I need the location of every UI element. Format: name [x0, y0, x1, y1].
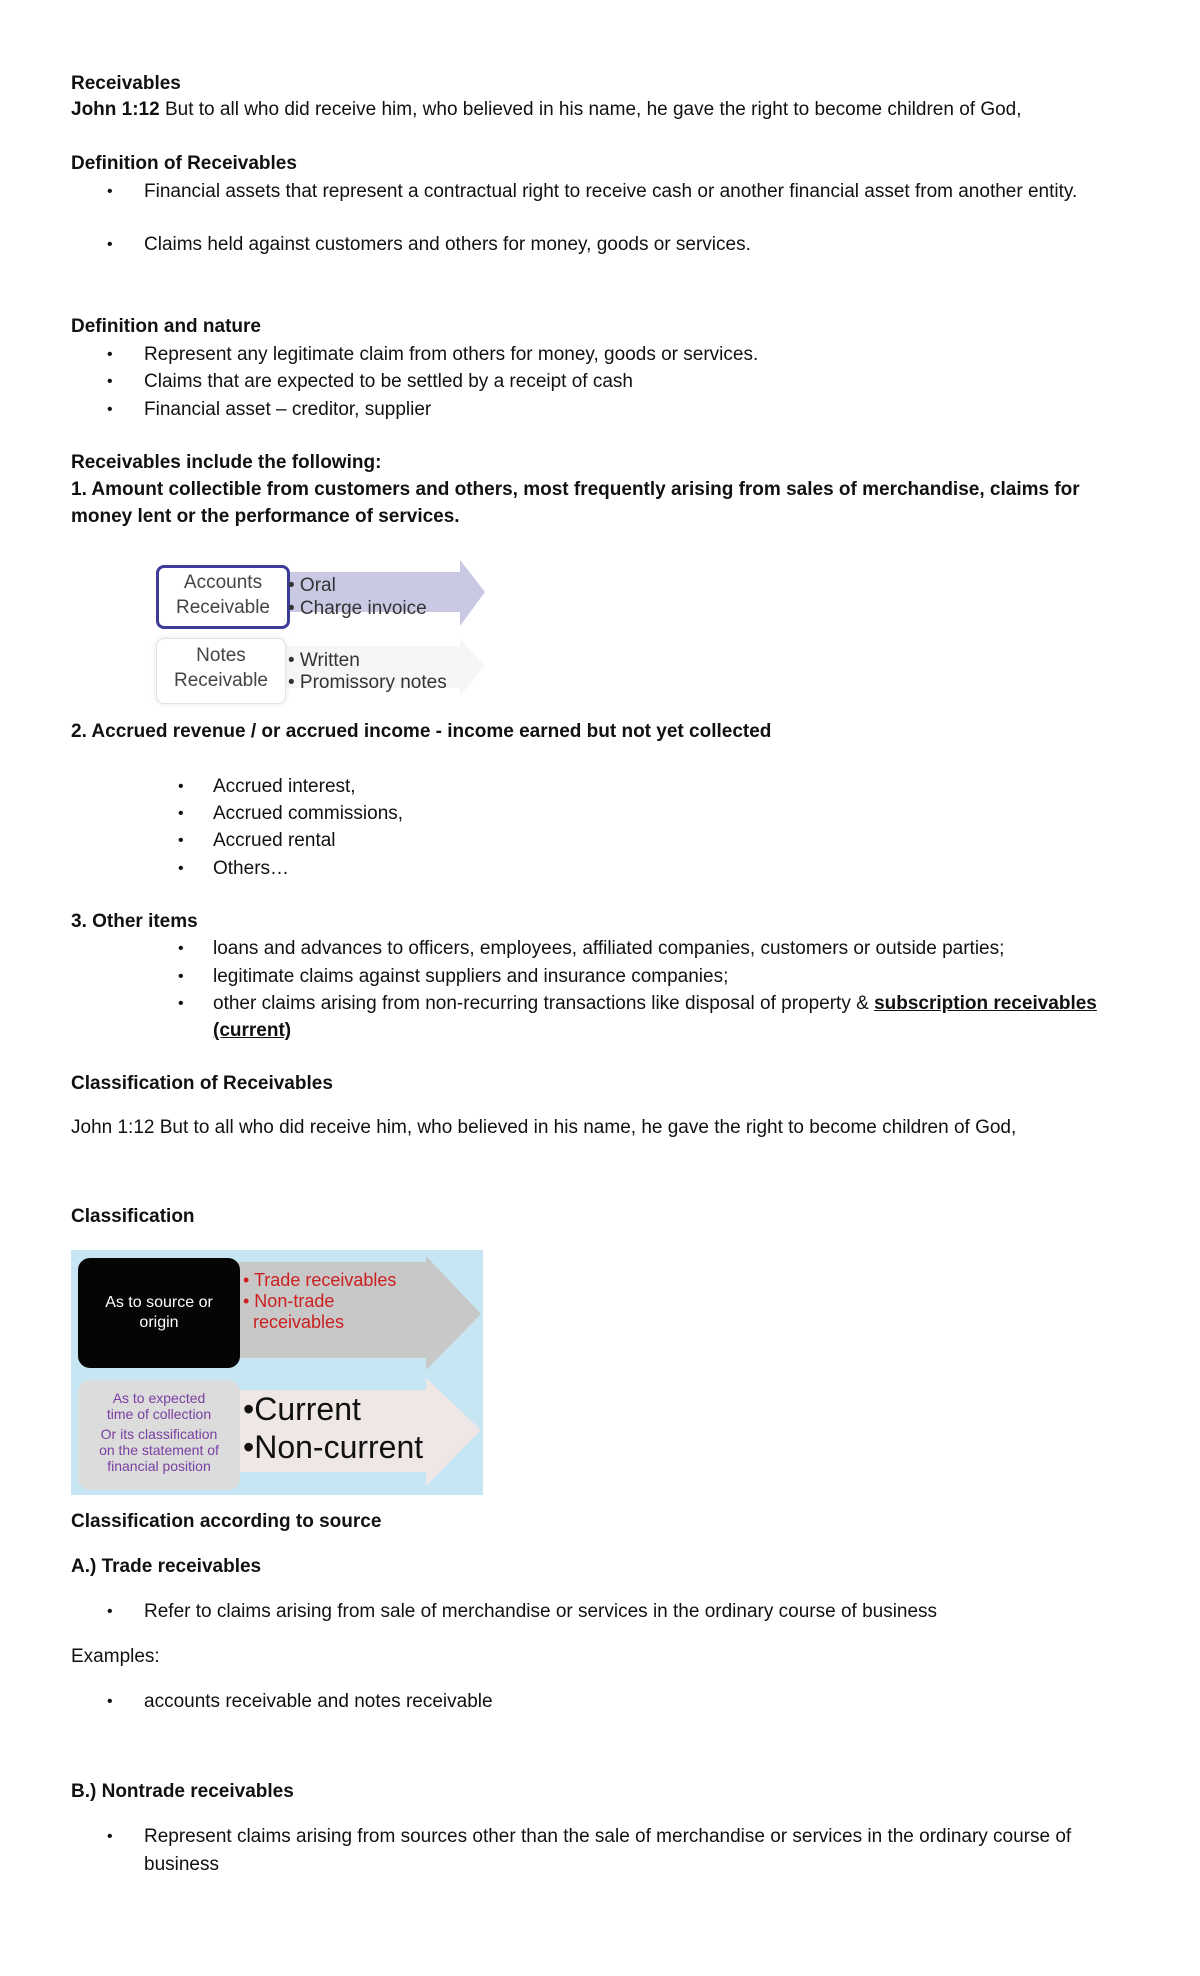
- box-label: time of collection: [106, 1406, 212, 1422]
- verse-ref: John 1:12: [71, 99, 160, 120]
- nature-heading: Definition and nature: [71, 316, 261, 337]
- list-item-text: Accrued rental: [213, 830, 336, 851]
- diagram-item: • Non-trade: [243, 1291, 335, 1311]
- classification-heading: Classification of Receivables: [71, 1073, 333, 1094]
- item1-line2: money lent or the performance of services.: [71, 506, 460, 527]
- box-label: on the statement of: [99, 1442, 219, 1458]
- box-label: financial position: [107, 1458, 211, 1474]
- bullet-icon: •: [107, 1603, 113, 1620]
- item3-heading: 3. Other items: [71, 911, 198, 932]
- item1-line1: 1. Amount collectible from customers and others, most frequently arising from sales of merchandise, claims for: [71, 479, 1080, 500]
- box-label: Or its classification: [100, 1426, 218, 1442]
- list-item-text: legitimate claims against suppliers and insurance companies;: [213, 966, 729, 987]
- bullet-icon: •: [178, 778, 184, 795]
- box-label: origin: [139, 1314, 179, 1331]
- box-label: Notes: [196, 645, 246, 666]
- nontrade-heading: B.) Nontrade receivables: [71, 1781, 294, 1802]
- list-item-text: Represent any legitimate claim from others for money, goods or services.: [144, 344, 759, 365]
- diagram-item: • Oral: [288, 575, 336, 596]
- bullet-icon: •: [107, 183, 113, 200]
- box-label: As to expected: [112, 1390, 206, 1406]
- verse-line: [71, 98, 1022, 122]
- list-item-continuation: [213, 1019, 291, 1043]
- diagram-item: receivables: [243, 1312, 345, 1332]
- source-heading: Classification according to source: [71, 1511, 382, 1532]
- accounts-receivable-box: [156, 565, 290, 629]
- bullet-icon: •: [178, 968, 184, 985]
- current-emphasis: (current): [213, 1020, 292, 1041]
- bullet-icon: •: [178, 805, 184, 822]
- bullet-icon: •: [178, 860, 184, 877]
- item2-heading: 2. Accrued revenue / or accrued income - income earned but not yet collected: [71, 721, 772, 742]
- box-label: As to source or: [105, 1294, 213, 1311]
- item-text: other claims arising from non-recurring transactions like disposal of property &: [213, 993, 875, 1014]
- definition-heading: Definition of Receivables: [71, 153, 297, 174]
- diagram-item: • Trade receivables: [243, 1270, 397, 1290]
- bullet-icon: •: [107, 1693, 113, 1710]
- receivables-diagram: [150, 560, 490, 710]
- verse-line-2: John 1:12 But to all who did receive him, who believed in his name, he gave the right to become children of God,: [71, 1117, 1017, 1138]
- bullet-icon: •: [178, 940, 184, 957]
- list-item-text: loans and advances to officers, employees, affiliated companies, customers or outside parties;: [213, 938, 1005, 959]
- diagram-item: •Current: [243, 1391, 361, 1427]
- box-label: Receivable: [176, 597, 270, 618]
- collection-time-box: [78, 1380, 240, 1490]
- examples-label: Examples:: [71, 1646, 160, 1667]
- list-item-text: Refer to claims arising from sale of merchandise or services in the ordinary course of business: [144, 1601, 938, 1622]
- classification-diagram: [71, 1250, 483, 1495]
- diagram-item: •Non-current: [243, 1429, 424, 1465]
- diagram-item: • Charge invoice: [288, 598, 427, 619]
- list-item-continuation: business: [144, 1854, 219, 1875]
- list-item-text: accounts receivable and notes receivable: [144, 1691, 493, 1712]
- list-item-text: Financial asset – creditor, supplier: [144, 399, 432, 420]
- list-item-text: Others…: [213, 858, 290, 879]
- trade-heading: A.) Trade receivables: [71, 1556, 262, 1577]
- list-item-text: Claims that are expected to be settled by a receipt of cash: [144, 371, 633, 392]
- bullet-icon: •: [107, 1828, 113, 1845]
- box-label: Receivable: [174, 670, 268, 691]
- bullet-icon: •: [107, 373, 113, 390]
- list-item-text: Accrued interest,: [213, 776, 356, 797]
- verse-text: But to all who did receive him, who believed in his name, he gave the right to become children of God,: [159, 99, 1022, 120]
- classification-label: Classification: [71, 1206, 195, 1227]
- list-item-text: Represent claims arising from sources other than the sale of merchandise or services in the ordinary course of: [144, 1826, 1072, 1847]
- subscription-receivables-emphasis: subscription receivables: [874, 993, 1097, 1014]
- bullet-icon: •: [107, 401, 113, 418]
- diagram-item: • Promissory notes: [288, 672, 447, 693]
- include-heading: Receivables include the following:: [71, 452, 382, 473]
- list-item-text: Financial assets that represent a contractual right to receive cash or another financial asset from another entity.: [144, 181, 1078, 202]
- list-item-text: [213, 992, 1097, 1016]
- source-origin-box: [78, 1258, 240, 1368]
- notes-receivable-box: [156, 638, 286, 704]
- bullet-icon: •: [178, 832, 184, 849]
- bullet-icon: •: [178, 995, 184, 1012]
- doc-title: Receivables: [71, 73, 181, 94]
- bullet-icon: •: [107, 346, 113, 363]
- list-item-text: Claims held against customers and others for money, goods or services.: [144, 234, 751, 255]
- diagram-item: • Written: [288, 650, 360, 671]
- list-item-text: Accrued commissions,: [213, 803, 404, 824]
- box-label: Accounts: [183, 572, 263, 593]
- bullet-icon: •: [107, 236, 113, 253]
